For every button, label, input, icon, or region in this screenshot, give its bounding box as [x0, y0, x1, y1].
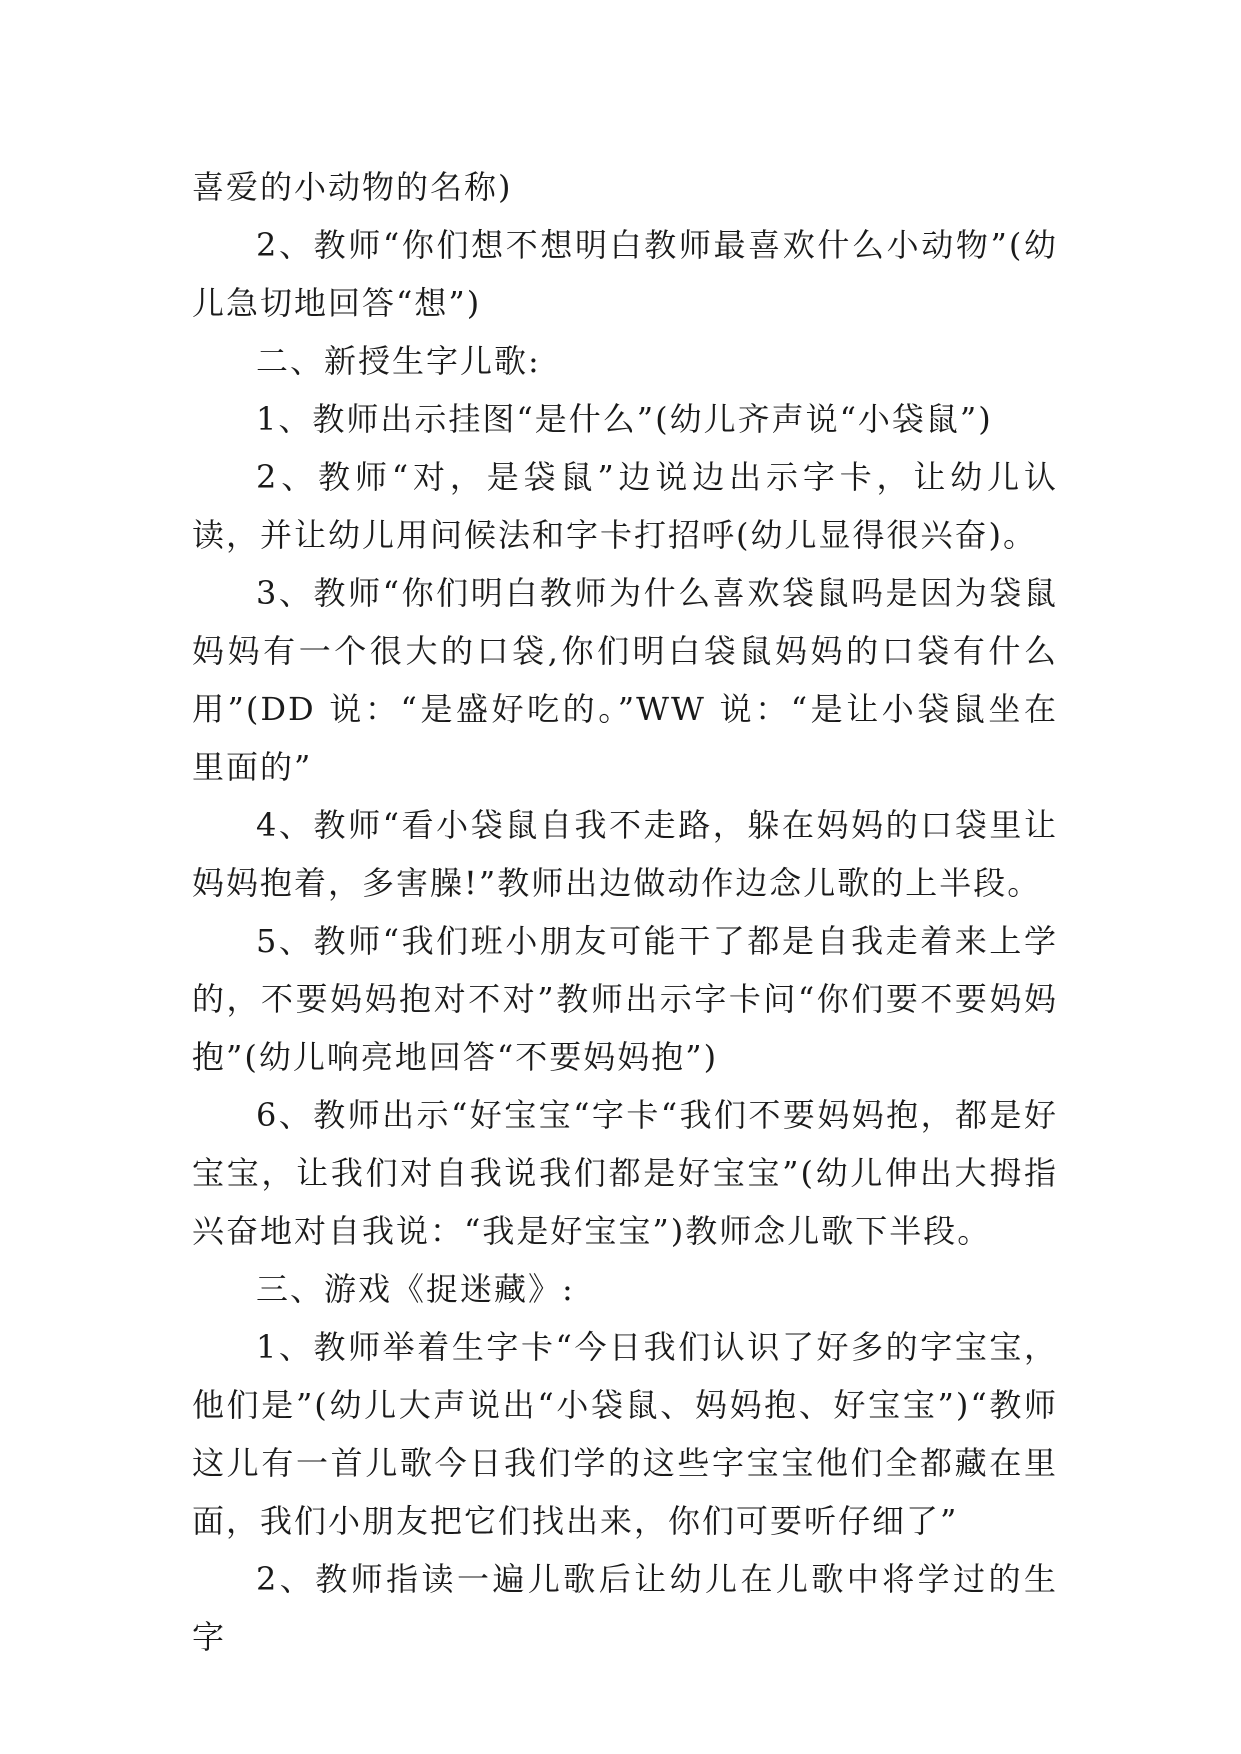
section-heading-2: 二、新授生字儿歌:: [256, 342, 541, 380]
document-body: [192, 158, 1058, 1666]
paragraph-5: 3、教师“你们明白教师为什么喜欢袋鼠吗是因为袋鼠妈妈有一个很大的口袋,你们明白袋鼠妈妈的口袋有什么用”(DD 说：“是盛好吃的。”WW 说：“是让小袋鼠坐在里面的”: [192, 574, 1058, 786]
paragraph-1: 喜爱的小动物的名称): [192, 168, 513, 206]
paragraph-6: 4、教师“看小袋鼠自我不走路，躲在妈妈的口袋里让妈妈抱着，多害臊!”教师出边做动作边念儿歌的上半段。: [192, 806, 1058, 902]
paragraph-3: 1、教师出示挂图“是什么”(幼儿齐声说“小袋鼠”): [256, 400, 993, 438]
paragraph-8: 6、教师出示“好宝宝“字卡“我们不要妈妈抱，都是好宝宝，让我们对自我说我们都是好宝宝”(幼儿伸出大拇指兴奋地对自我说：“我是好宝宝”)教师念儿歌下半段。: [192, 1096, 1058, 1250]
section-heading-3: 三、游戏《捉迷藏》:: [256, 1270, 575, 1308]
paragraph-9: 1、教师举着生字卡“今日我们认识了好多的字宝宝，他们是”(幼儿大声说出“小袋鼠、妈妈抱、好宝宝”)“教师这儿有一首儿歌今日我们学的这些字宝宝他们全都藏在里面，我们小朋友把它们找出来，你们可要听仔细了”: [192, 1328, 1058, 1540]
paragraph-2: 2、教师“你们想不想明白教师最喜欢什么小动物”(幼儿急切地回答“想”): [192, 226, 1058, 322]
paragraph-10: 2、教师指读一遍儿歌后让幼儿在儿歌中将学过的生字: [192, 1560, 1058, 1656]
paragraph-7: 5、教师“我们班小朋友可能干了都是自我走着来上学的，不要妈妈抱对不对”教师出示字卡问“你们要不要妈妈抱”(幼儿响亮地回答“不要妈妈抱”): [192, 922, 1058, 1076]
paragraph-4: 2、教师“对，是袋鼠”边说边出示字卡，让幼儿认读，并让幼儿用问候法和字卡打招呼(幼儿显得很兴奋)。: [192, 458, 1058, 554]
